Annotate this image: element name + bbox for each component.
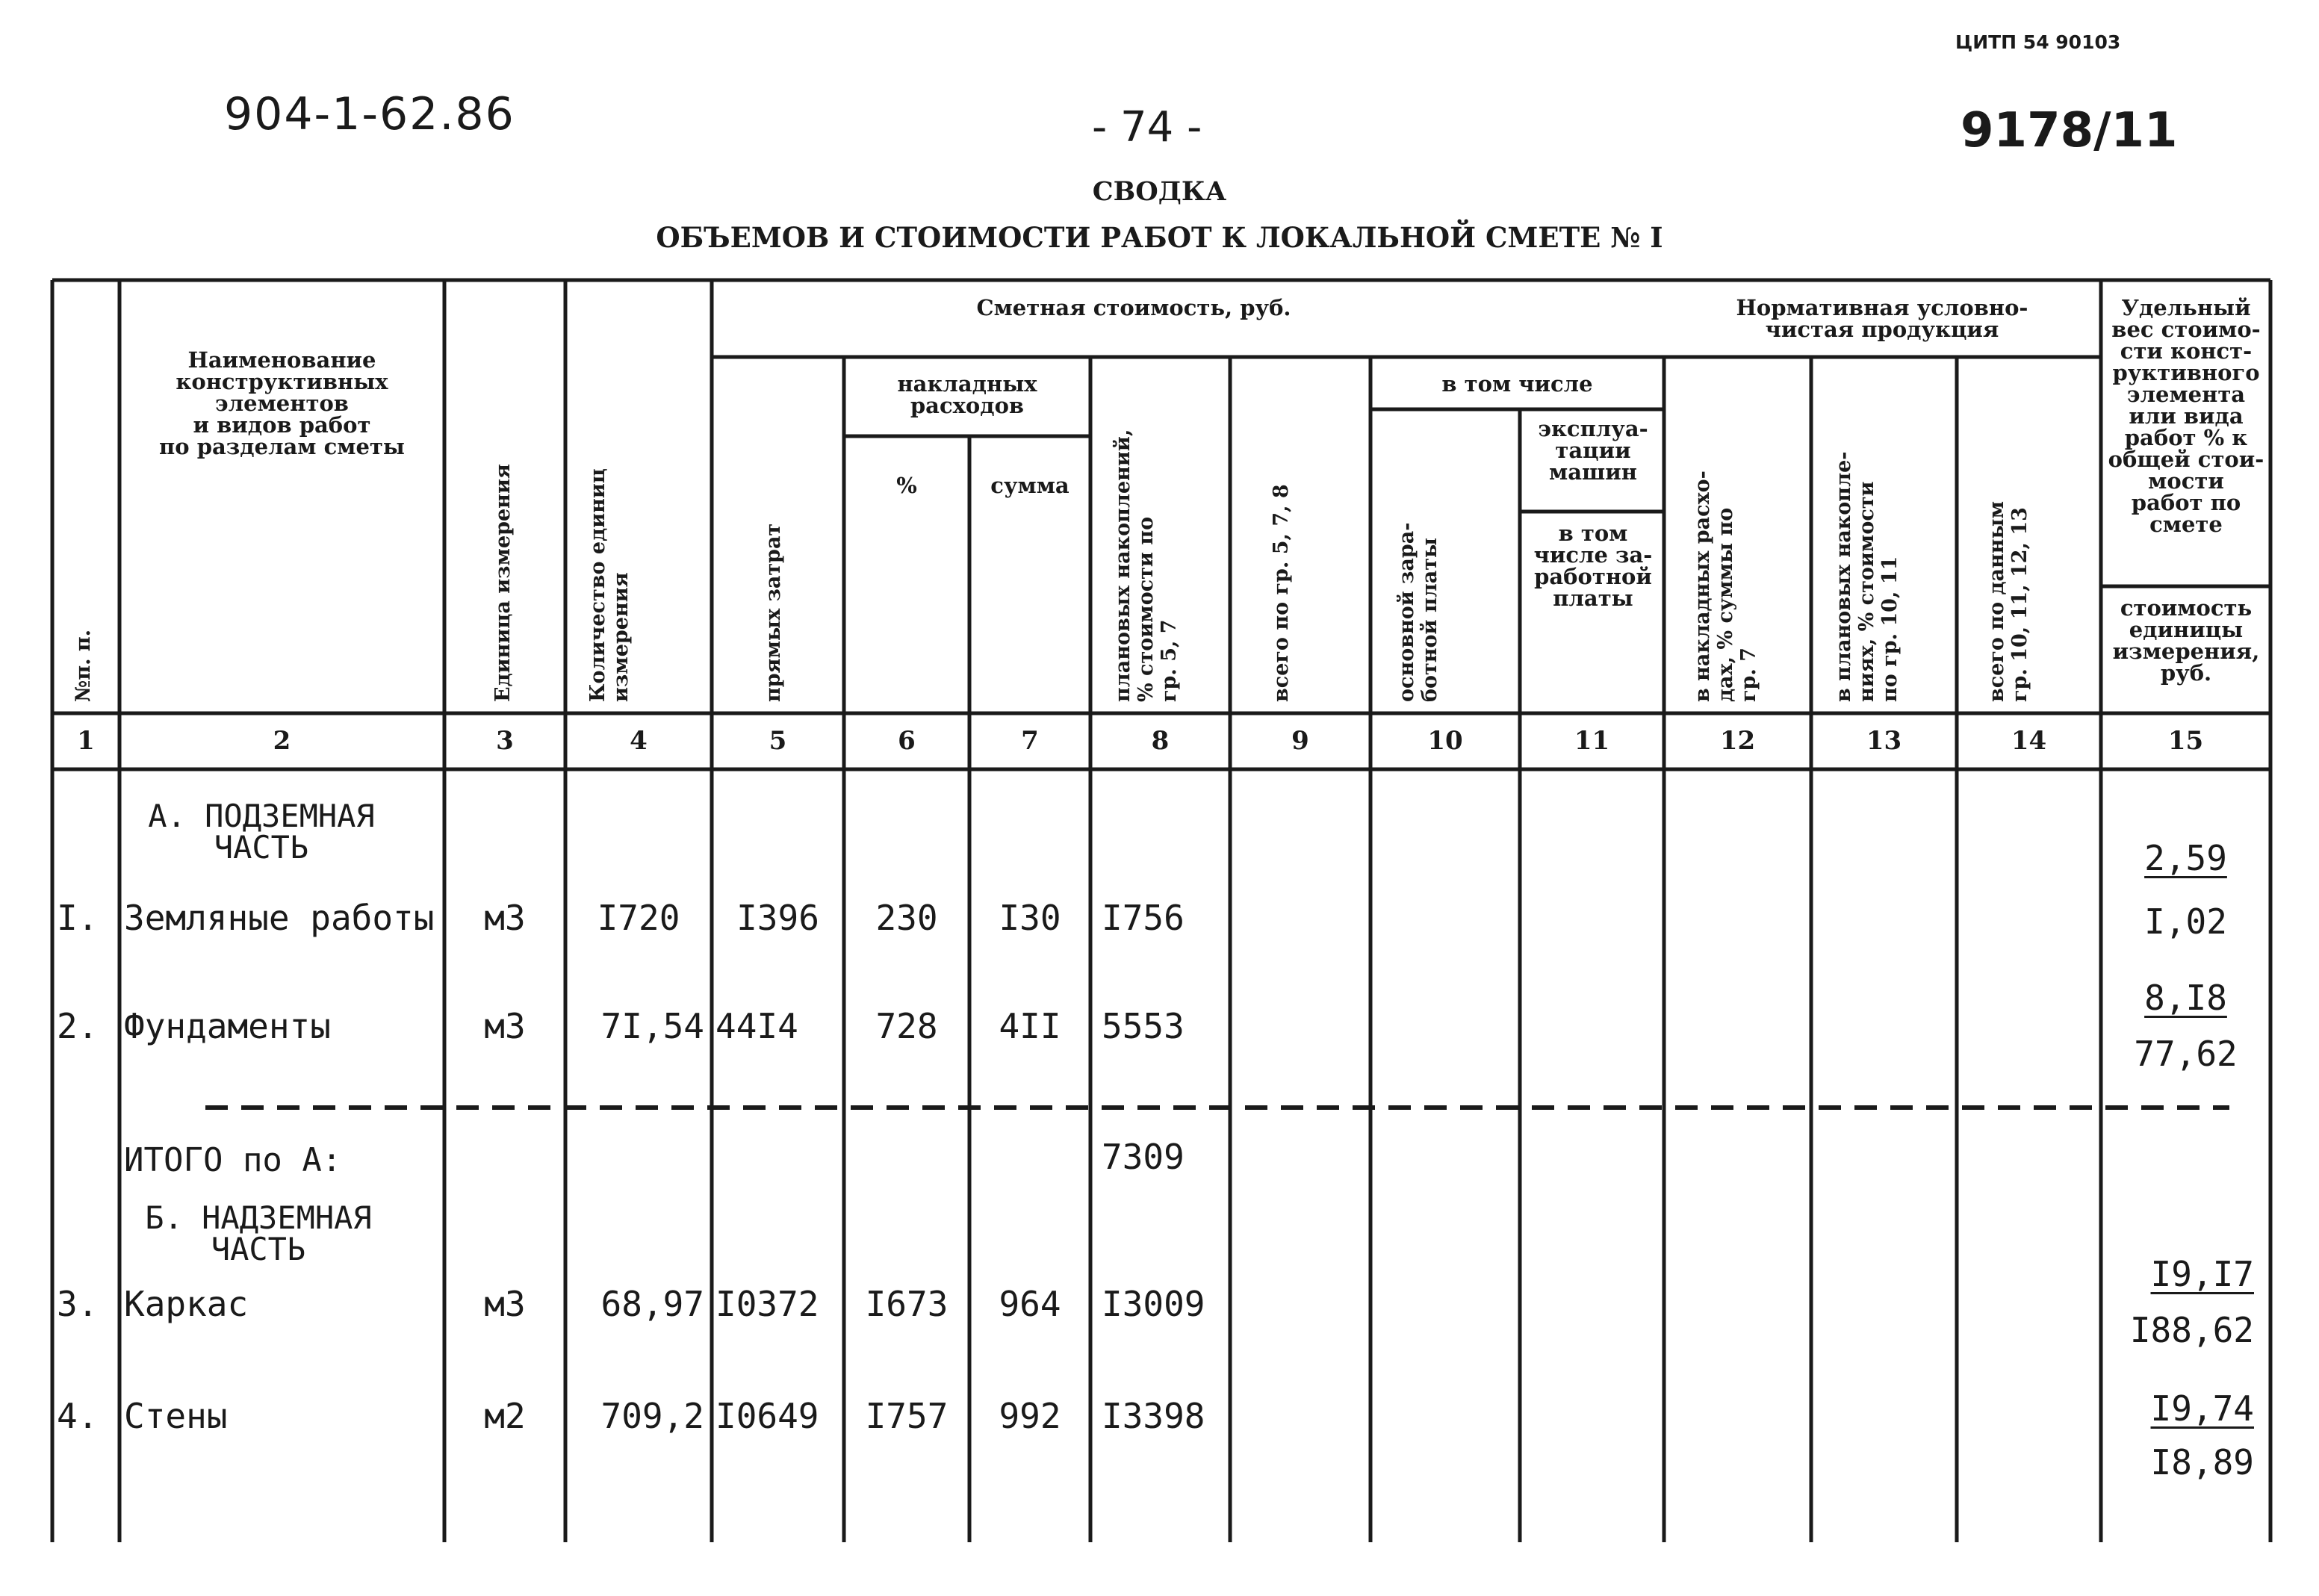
col-number-6: 6 bbox=[898, 726, 916, 756]
row-name: Фундаменты bbox=[124, 1006, 331, 1046]
row-name: Каркас bbox=[124, 1284, 249, 1324]
project-code: 904-1-62.86 bbox=[224, 88, 515, 140]
row-share: I9,I7 bbox=[2150, 1254, 2254, 1294]
col-number-8: 8 bbox=[1151, 726, 1170, 756]
col-number-7: 7 bbox=[1021, 726, 1039, 756]
row-overhead-sum: I30 bbox=[999, 898, 1061, 938]
row-direct-costs: I396 bbox=[736, 898, 819, 938]
row-overhead-percent: 728 bbox=[875, 1006, 938, 1046]
row-quantity: 68,97 bbox=[600, 1284, 704, 1324]
row-number: 3. bbox=[57, 1284, 99, 1324]
total-a-label: ИТОГО по А: bbox=[124, 1141, 342, 1179]
col-number-1: 1 bbox=[77, 726, 95, 756]
row-quantity: I720 bbox=[597, 898, 680, 938]
row-planned: 5553 bbox=[1102, 1006, 1185, 1046]
col-group-normative: Нормативная условно- чистая продукция bbox=[1736, 295, 2028, 342]
row-overhead-percent: I757 bbox=[865, 1396, 949, 1436]
row-unit: м2 bbox=[484, 1396, 526, 1436]
row-share: 2,59 bbox=[2144, 838, 2227, 878]
col-header-13: в плановых накопле- ниях, % стоимости по гр. 10, 11 bbox=[1832, 451, 1902, 702]
row-planned: I756 bbox=[1102, 898, 1185, 938]
col-number-10: 10 bbox=[1427, 726, 1463, 756]
row-name: Земляные работы bbox=[124, 898, 435, 938]
col-header-8: плановых накоплений, % стоимости по гр. 5, 7 bbox=[1111, 429, 1181, 702]
document-title: СВОДКА bbox=[1092, 176, 1227, 207]
row-name: Стены bbox=[124, 1396, 228, 1436]
col-group-overhead: накладных расходов bbox=[897, 371, 1037, 418]
col-header-name: Наименование конструктивных элементов и видов работ по разделам сметы bbox=[159, 347, 405, 459]
col-header-9: всего по гр. 5, 7, 8 bbox=[1270, 484, 1293, 702]
row-overhead-percent: I673 bbox=[865, 1284, 949, 1324]
row-unit: м3 bbox=[484, 898, 526, 938]
col-header-5: прямых затрат bbox=[762, 523, 785, 702]
col-header-12: в накладных расхо- дах, % суммы по гр. 7 bbox=[1691, 471, 1760, 702]
row-unit-cost: 77,62 bbox=[2134, 1034, 2238, 1074]
col-header-7: сумма bbox=[990, 473, 1070, 498]
col-header-10: основной зара- ботной платы bbox=[1395, 522, 1441, 702]
col-header-14: всего по данным гр. 10, 11, 12, 13 bbox=[1985, 500, 2031, 702]
row-share: 8,I8 bbox=[2144, 978, 2227, 1018]
col-number-3: 3 bbox=[496, 726, 514, 756]
row-unit: м3 bbox=[484, 1006, 526, 1046]
row-number: 4. bbox=[57, 1396, 99, 1436]
row-unit-cost: I8,89 bbox=[2150, 1442, 2254, 1482]
row-direct-costs: I0649 bbox=[715, 1396, 819, 1436]
row-unit: м3 bbox=[484, 1284, 526, 1324]
document-subtitle: ОБЪЕМОВ И СТОИМОСТИ РАБОТ К ЛОКАЛЬНОЙ СМЕТЕ № I bbox=[656, 221, 1663, 254]
row-overhead-sum: 992 bbox=[999, 1396, 1061, 1436]
col-header-3: Единица измерения bbox=[491, 464, 515, 702]
row-planned: I3398 bbox=[1102, 1396, 1205, 1436]
col-number-4: 4 bbox=[630, 726, 648, 756]
row-overhead-sum: 964 bbox=[999, 1284, 1061, 1324]
sheet-code: 9178/11 bbox=[1961, 103, 2178, 158]
row-share: I9,74 bbox=[2150, 1388, 2254, 1429]
col-header-6: % bbox=[896, 473, 917, 498]
row-number: I. bbox=[57, 898, 99, 938]
page-number: - 74 - bbox=[1092, 103, 1202, 152]
col-number-11: 11 bbox=[1574, 726, 1610, 756]
total-a-value: 7309 bbox=[1102, 1137, 1185, 1177]
col-number-2: 2 bbox=[273, 726, 291, 756]
row-unit-cost: I88,62 bbox=[2129, 1310, 2254, 1350]
col-group-estimated: Сметная стоимость, руб. bbox=[976, 295, 1291, 320]
col-header-4: Количество единиц измерения bbox=[586, 468, 633, 702]
col-number-14: 14 bbox=[2011, 726, 2047, 756]
row-quantity: 709,2 bbox=[600, 1396, 704, 1436]
col-number-5: 5 bbox=[769, 726, 787, 756]
document-cipher: ЦИТП 54 90103 bbox=[1955, 31, 2121, 53]
col-number-9: 9 bbox=[1291, 726, 1309, 756]
row-overhead-sum: 4II bbox=[999, 1006, 1061, 1046]
row-direct-costs: 44I4 bbox=[715, 1006, 798, 1046]
row-planned: I3009 bbox=[1102, 1284, 1205, 1324]
col-number-12: 12 bbox=[1719, 726, 1756, 756]
section-a-title: А. ПОДЗЕМНАЯ ЧАСТЬ bbox=[148, 798, 375, 866]
col-header-15b: стоимость единицы измерения, руб. bbox=[2112, 595, 2260, 686]
col-header-11a: эксплуа- тации машин bbox=[1538, 416, 1648, 485]
row-quantity: 7I,54 bbox=[600, 1006, 704, 1046]
section-b-title: Б. НАДЗЕМНАЯ ЧАСТЬ bbox=[145, 1199, 372, 1267]
col-group-incl: в том числе bbox=[1441, 371, 1593, 397]
col-header-15a: Удельный вес стоимо- сти конст- руктивного элемента или вида работ % к общей стои- мости работ по смете bbox=[2108, 295, 2264, 537]
row-number: 2. bbox=[57, 1006, 99, 1046]
col-header-1: №п. п. bbox=[72, 629, 95, 702]
row-unit-cost: I,02 bbox=[2144, 901, 2227, 942]
row-direct-costs: I0372 bbox=[715, 1284, 819, 1324]
col-number-13: 13 bbox=[1866, 726, 1902, 756]
col-header-11b: в том числе за- работной платы bbox=[1533, 521, 1653, 611]
row-overhead-percent: 230 bbox=[875, 898, 938, 938]
col-number-15: 15 bbox=[2167, 726, 2204, 756]
